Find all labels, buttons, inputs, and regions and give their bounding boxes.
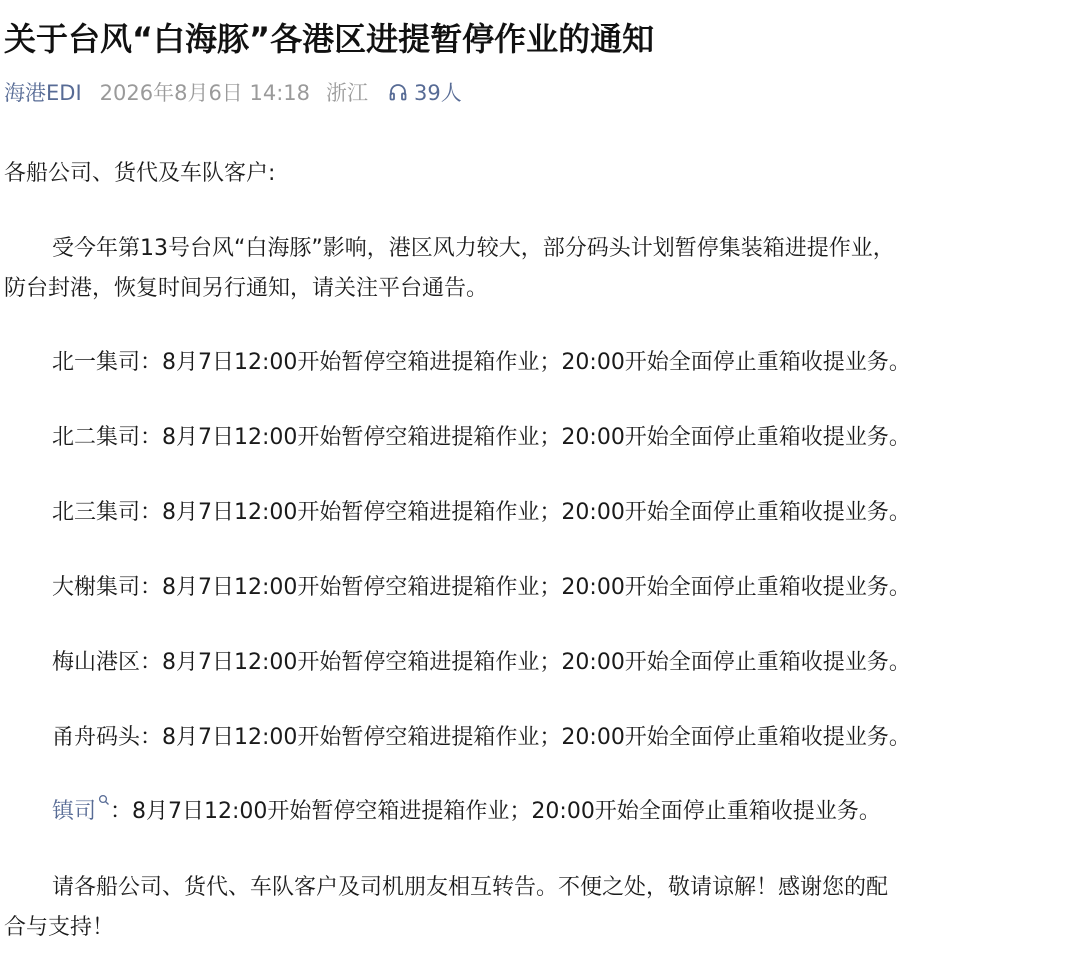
notice-text: ：8月7日12:00开始暂停空箱进提箱作业；20:00开始全面停止重箱收提业务。 bbox=[140, 575, 911, 600]
notice-line bbox=[52, 343, 911, 383]
terminal-name: 北一集司 bbox=[52, 350, 141, 375]
publish-date: 2026年8月6日 14:18 bbox=[99, 81, 310, 105]
notice-line bbox=[52, 718, 911, 758]
terminal-name: 大榭集司 bbox=[52, 575, 141, 600]
notice-text: ：8月7日12:00开始暂停空箱进提箱作业；20:00开始全面停止重箱收提业务。 bbox=[140, 350, 911, 375]
notice-text: ：8月7日12:00开始暂停空箱进提箱作业；20:00开始全面停止重箱收提业务。 bbox=[140, 425, 911, 450]
notice-text: ：8月7日12:00开始暂停空箱进提箱作业；20:00开始全面停止重箱收提业务。 bbox=[140, 650, 911, 675]
terminal-name: 北三集司 bbox=[52, 500, 141, 525]
search-icon bbox=[98, 794, 110, 806]
notice-text: ：8月7日12:00开始暂停空箱进提箱作业；20:00开始全面停止重箱收提业务。 bbox=[140, 500, 911, 525]
notice-text: ：8月7日12:00开始暂停空箱进提箱作业；20:00开始全面停止重箱收提业务。 bbox=[110, 799, 881, 824]
terminal-name: 镇司 bbox=[52, 799, 97, 824]
intro-paragraph-line-1: 受今年第13号台风“白海豚”影响，港区风力较大，部分码头计划暂停集装箱进提作业， bbox=[52, 236, 895, 261]
terminal-name: 甬舟码头 bbox=[52, 725, 141, 750]
notice-line bbox=[52, 792, 881, 832]
notice-text: ：8月7日12:00开始暂停空箱进提箱作业；20:00开始全面停止重箱收提业务。 bbox=[140, 725, 911, 750]
listen-count[interactable] bbox=[388, 77, 462, 107]
closing-paragraph-line-2: 合与支持！ bbox=[4, 915, 115, 940]
notice-line bbox=[52, 418, 911, 458]
account-name-link[interactable]: 海港EDI bbox=[4, 81, 82, 105]
headphones-icon bbox=[388, 82, 408, 102]
terminal-name: 北二集司 bbox=[52, 425, 141, 450]
notice-line bbox=[52, 568, 911, 608]
article-meta bbox=[4, 77, 462, 107]
notice-line bbox=[52, 643, 911, 683]
terminal-name: 梅山港区 bbox=[52, 650, 141, 675]
salutation: 各船公司、货代及车队客户: bbox=[4, 161, 276, 186]
listen-count-label: 39人 bbox=[414, 81, 462, 105]
article-title: 关于台风“白海豚”各港区进提暂停作业的通知 bbox=[4, 20, 655, 58]
publish-location: 浙江 bbox=[326, 81, 368, 105]
intro-paragraph-line-2: 防台封港，恢复时间另行通知，请关注平台通告。 bbox=[4, 276, 489, 301]
terminal-search-link[interactable] bbox=[52, 799, 110, 824]
closing-paragraph-line-1: 请各船公司、货代、车队客户及司机朋友相互转告。不便之处，敬请谅解！感谢您的配 bbox=[52, 875, 889, 900]
notice-line bbox=[52, 493, 911, 533]
